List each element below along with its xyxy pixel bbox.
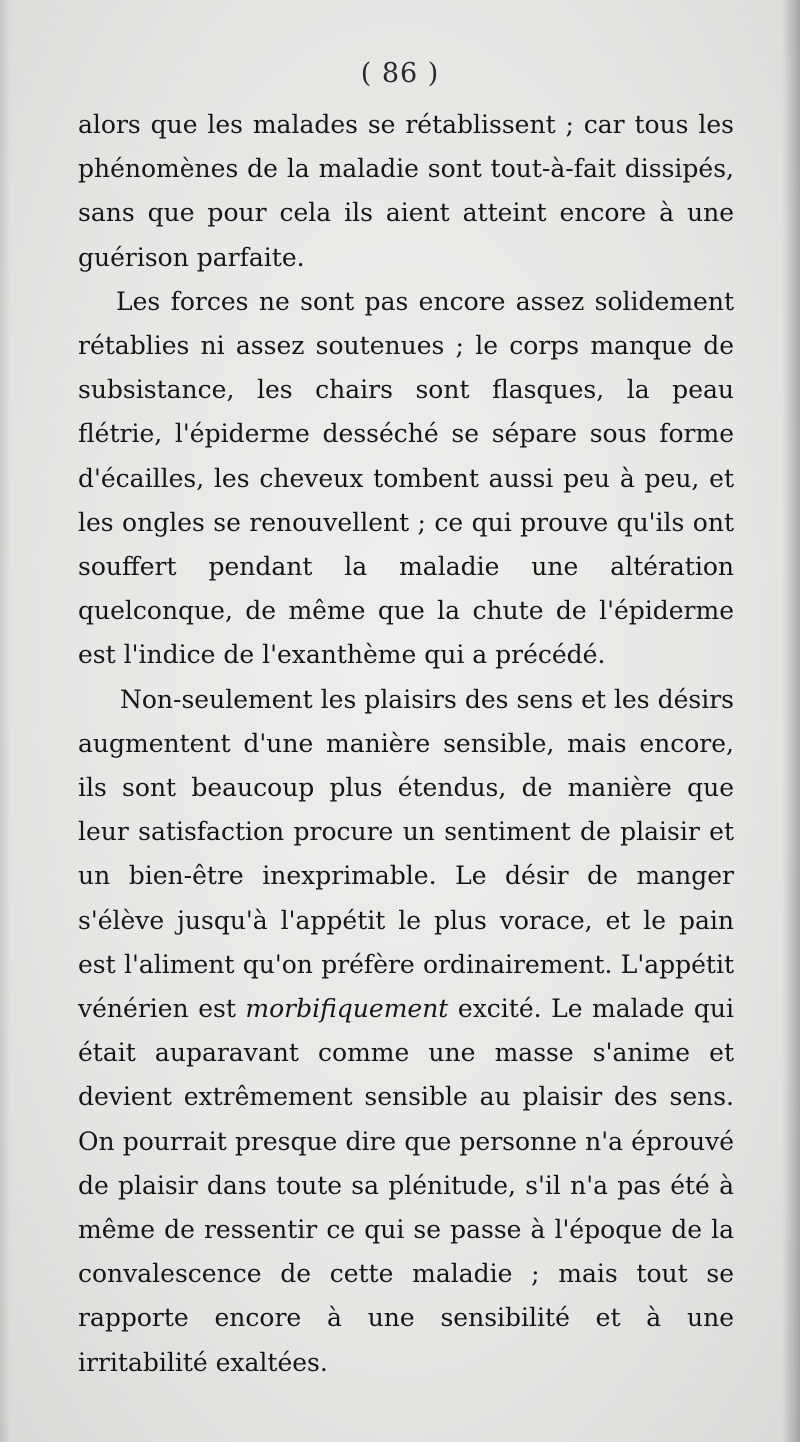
italic-term: morbifiquement [245, 994, 449, 1024]
page-right-shadow [782, 0, 800, 1442]
paragraph-plaisirs-start: Non-seulement les plaisirs des sens et les désirs augmentent d'une manière sensible, mais encore, ils sont beaucoup plus étendus, de manière que leur satisfaction procure un sentiment de plaisir et un bien-être inexprimable. Le désir de manger s'élève jusqu'à l'appétit le plus vorace, et le pain est l'aliment qu'on préfère ordinairement. L'appétit vénérien est [78, 684, 734, 1024]
page-left-shadow [0, 0, 10, 1442]
body-text [78, 103, 734, 1385]
paragraph-forces: Les forces ne sont pas encore assez solidement rétablies ni assez soutenues ; le corps manque de subsistance, les chairs sont flasques, la peau flétrie, l'épiderme desséché se sépare sous forme d'écailles, les cheveux tombent aussi peu à peu, et les ongles se renouvellent ; ce qui prouve qu'ils ont souffert pendant la maladie une altération quelconque, de même que la chute de l'épiderme est l'indice de l'exanthème qui a précédé. [78, 286, 734, 670]
paragraph-plaisirs-end: excité. Le malade qui était auparavant comme une masse s'anime et devient extrêmement sensible au plaisir des sens. On pourrait presque dire que personne n'a éprouvé de plaisir dans toute sa plénitude, s'il n'a pas été à même de ressentir ce qui se passe à l'époque de la convalescence de cette maladie ; mais tout se rapporte encore à une sensibilité et à une irritabilité exaltées. [78, 994, 735, 1377]
page-number: ( 86 ) [360, 58, 440, 89]
paragraph-continued: alors que les malades se rétablissent ; car tous les phénomènes de la maladie sont tout-à-fait dissipés, sans que pour cela ils aient atteint encore à une guérison parfaite. [78, 110, 734, 272]
paragraph-plaisirs [78, 678, 734, 1385]
